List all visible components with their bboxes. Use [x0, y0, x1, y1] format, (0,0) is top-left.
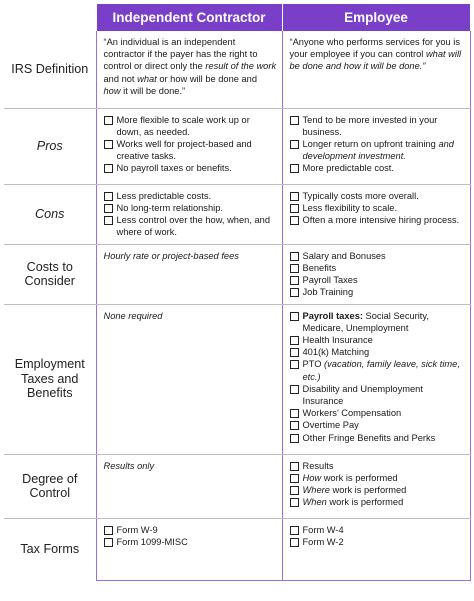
- checkbox-icon: [290, 498, 299, 507]
- comparison-table: [4, 4, 471, 581]
- checkbox-icon: [290, 216, 299, 225]
- checkbox-icon: [104, 164, 113, 173]
- checkbox-icon: [104, 204, 113, 213]
- checkbox-icon: [290, 434, 299, 443]
- row-employment-taxes: [4, 304, 470, 454]
- taxes-employee-list: [290, 310, 465, 444]
- list-item: Form 1099-MISC: [104, 536, 277, 548]
- row-label-cons: Cons: [4, 184, 96, 244]
- checkbox-icon: [290, 421, 299, 430]
- list-item: Less control over the how, when, and where of work.: [104, 214, 277, 238]
- row-label-taxes: Employment Taxes and Benefits: [4, 304, 96, 454]
- list-item: PTO (vacation, family leave, sick time, etc.): [290, 358, 465, 382]
- list-item: Results: [290, 460, 465, 472]
- row-costs: [4, 244, 470, 304]
- list-item: How work is performed: [290, 472, 465, 484]
- checkbox-icon: [290, 276, 299, 285]
- checkbox-icon: [290, 140, 299, 149]
- checkbox-icon: [104, 526, 113, 535]
- checkbox-icon: [290, 526, 299, 535]
- checkbox-icon: [290, 252, 299, 261]
- checkbox-icon: [290, 462, 299, 471]
- pros-employee-list: [290, 114, 465, 175]
- checkbox-icon: [104, 192, 113, 201]
- forms-contractor-list: [104, 524, 277, 548]
- costs-contractor-text: Hourly rate or project-based fees: [96, 244, 282, 304]
- list-item: 401(k) Matching: [290, 346, 465, 358]
- checkbox-icon: [290, 385, 299, 394]
- control-contractor-text: Results only: [96, 454, 282, 518]
- row-label-control: Degree of Control: [4, 454, 96, 518]
- list-item: Overtime Pay: [290, 419, 465, 431]
- list-item: More flexible to scale work up or down, as needed.: [104, 114, 277, 138]
- list-item: No payroll taxes or benefits.: [104, 162, 277, 174]
- row-irs-definition: [4, 31, 470, 108]
- pros-contractor-list: [104, 114, 277, 175]
- row-label-irs: IRS Definition: [4, 31, 96, 108]
- row-degree-of-control: [4, 454, 470, 518]
- list-item: Workers’ Compensation: [290, 407, 465, 419]
- row-label-forms: Tax Forms: [20, 542, 80, 556]
- list-item: More predictable cost.: [290, 162, 465, 174]
- header-employee: Employee: [282, 4, 470, 31]
- header-row: [4, 4, 470, 31]
- list-item: Longer return on upfront training and development investment.: [290, 138, 465, 162]
- list-item: Disability and Unemployment Insurance: [290, 383, 465, 407]
- list-item: Typically costs more overall.: [290, 190, 465, 202]
- list-item: Often a more intensive hiring process.: [290, 214, 465, 226]
- list-item: Job Training: [290, 286, 465, 298]
- taxes-contractor-text: None required: [96, 304, 282, 454]
- checkbox-icon: [290, 486, 299, 495]
- checkbox-icon: [290, 288, 299, 297]
- list-item: Works well for project-based and creative tasks.: [104, 138, 277, 162]
- checkbox-icon: [290, 409, 299, 418]
- checkbox-icon: [290, 312, 299, 321]
- checkbox-icon: [104, 216, 113, 225]
- checkbox-icon: [290, 336, 299, 345]
- checkbox-icon: [290, 474, 299, 483]
- checkbox-icon: [290, 204, 299, 213]
- list-item: Health Insurance: [290, 334, 465, 346]
- checkbox-icon: [290, 192, 299, 201]
- list-item: Less flexibility to scale.: [290, 202, 465, 214]
- list-item: Less predictable costs.: [104, 190, 277, 202]
- list-item: Payroll Taxes: [290, 274, 465, 286]
- cons-contractor-list: [104, 190, 277, 239]
- checkbox-icon: [290, 538, 299, 547]
- checkbox-icon: [104, 538, 113, 547]
- checkbox-icon: [104, 140, 113, 149]
- header-contractor: Independent Contractor: [96, 4, 282, 31]
- cons-employee-list: [290, 190, 465, 227]
- irs-employee-text: “Anyone who performs services for you is your employee if you can control what will be done and how it will be done.”: [282, 31, 470, 108]
- control-employee-list: [290, 460, 465, 509]
- list-item: Form W-2: [290, 536, 465, 548]
- row-label-costs: Costs to Consider: [4, 244, 96, 304]
- list-item: Form W-9: [104, 524, 277, 536]
- header-blank: [4, 4, 96, 31]
- costs-employee-list: [290, 250, 465, 299]
- row-cons: [4, 184, 470, 244]
- checkbox-icon: [290, 164, 299, 173]
- row-tax-forms: [4, 518, 470, 580]
- list-item: Other Fringe Benefits and Perks: [290, 432, 465, 444]
- list-item: Salary and Bonuses: [290, 250, 465, 262]
- list-item: Form W-4: [290, 524, 465, 536]
- list-item: Payroll taxes: Social Security, Medicare, Unemployment: [290, 310, 465, 334]
- checkbox-icon: [290, 360, 299, 369]
- list-item: Tend to be more invested in your business.: [290, 114, 465, 138]
- irs-contractor-text: “An individual is an independent contractor if the payer has the right to control or direct only the result of the work and not what or how will be done and how it will be done.”: [96, 31, 282, 108]
- checkbox-icon: [290, 348, 299, 357]
- checkbox-icon: [104, 116, 113, 125]
- list-item: No long-term relationship.: [104, 202, 277, 214]
- forms-employee-list: [290, 524, 465, 548]
- row-label-pros: Pros: [4, 108, 96, 184]
- list-item: Where work is performed: [290, 484, 465, 496]
- list-item: Benefits: [290, 262, 465, 274]
- row-pros: [4, 108, 470, 184]
- checkbox-icon: [290, 116, 299, 125]
- checkbox-icon: [290, 264, 299, 273]
- list-item: When work is performed: [290, 496, 465, 508]
